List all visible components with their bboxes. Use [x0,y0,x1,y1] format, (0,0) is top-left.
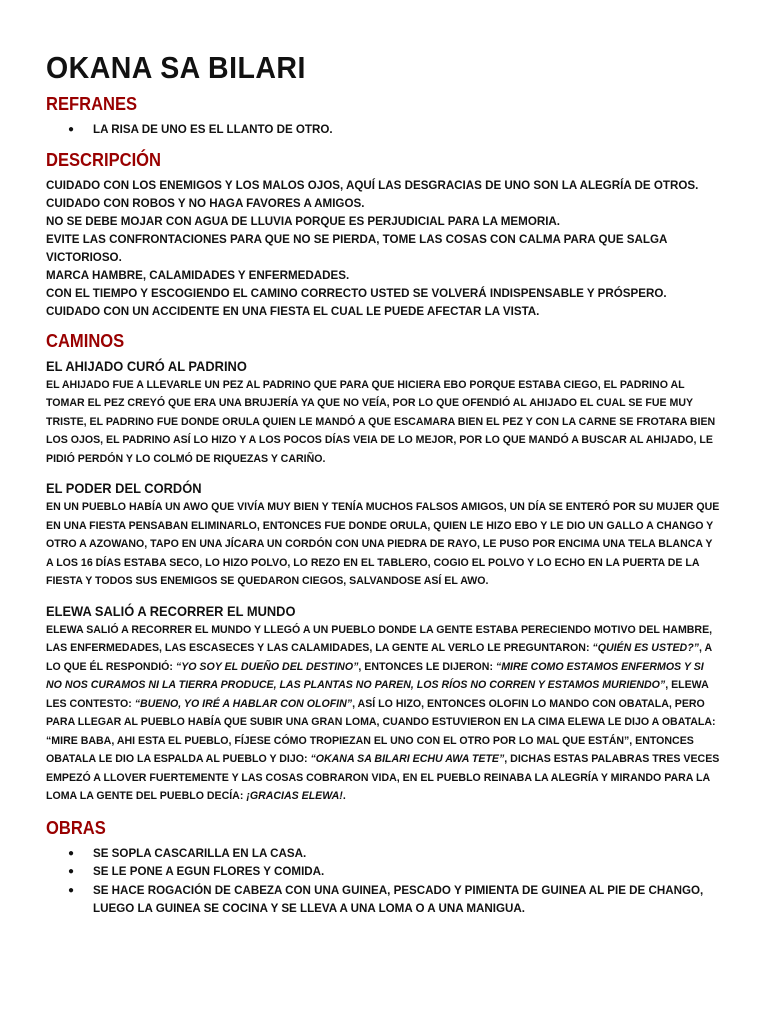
camino-title: EL PODER DEL CORDÓN [46,480,202,496]
camino-text: EN UN PUEBLO HABÍA UN AWO QUE VIVÍA MUY BIEN Y TENÍA MUCHOS FALSOS AMIGOS, UN DÍA SE ENTERÓ POR SU MUJER QUE EN UNA FIESTA PENSABAN ELIMINARLO, ENTONCES FUE DONDE ORULA, QUIEN LE HIZO EBO Y LE DIO UN GALLO A CHANGO Y OTRO A AZOWANO, TAPO EN UNA JÍCARA UN CORDÓN CON UNA PIEDRA DE RAYO, LE PUSO POR ENCIMA UNA TELA BLANCA Y A LOS 16 DÍAS ESTABA SECO, LO HIZO POLVO, LO REZO EN EL TABLERO, COGIO EL POLVO Y LO ECHO EN LA PUERTA DE LA FIESTA Y TODOS SUS ENEMIGOS SE QUEDARON CIEGOS, SALVANDOSE ASÍ EL AWO. [46,501,720,587]
quote-run: ¡GRACIAS ELEWA! [246,790,343,802]
text-run: , A LO QUE ÉL RESPONDIÓ: [46,642,712,673]
descripcion-line: CUIDADO CON ROBOS Y NO HAGA FAVORES A AMIGOS. [46,196,365,210]
quote-run: “YO SOY EL DUEÑO DEL DESTINO” [175,660,359,673]
text-run: , ELEWA LES CONTESTO: [46,679,709,710]
camino-ahijado [46,358,722,469]
camino-title: ELEWA SALIÓ A RECORRER EL MUNDO [46,602,296,619]
section-heading-obras: OBRAS [46,817,106,838]
list-item-text: SE HACE ROGACIÓN DE CABEZA CON UNA GUINEA, PESCADO Y PIMIENTA DE GUINEA AL PIE DE CHANGO, LUEGO LA GUINEA SE COCINA Y SE LLEVA A UNA LOMA O A UNA MANIGUA. [93,883,704,915]
refranes-list [46,121,722,140]
section-obras [46,818,722,919]
text-run: ELEWA SALIÓ A RECORRER EL MUNDO Y LLEGÓ A UN PUEBLO DONDE LA GENTE ESTABA PERECIENDO MOTIVO DEL HAMBRE, LAS ENFERMEDADES, LAS ESCASECES Y LAS CALAMIDADES, LA GENTE AL VERLO LE PREGUNTARON: [46,623,713,654]
descripcion-body [46,177,722,321]
bullet-icon: ● [68,884,75,896]
section-refranes [46,94,722,140]
bullet-icon: ● [68,847,75,859]
list-item-text: LA RISA DE UNO ES EL LLANTO DE OTRO. [93,123,333,136]
camino-title: EL AHIJADO CURÓ AL PADRINO [46,357,247,374]
text-run: , DICHAS ESTAS PALABRAS TRES VECES EMPEZÓ A LLOVER FUERTEMENTE Y LAS COSAS COBRARON VIDA, EN EL PUEBLO REINABA LA ALEGRÍA Y MIRANDO PARA LA LOMA LA GENTE DEL PUEBLO DECÍA: [46,753,720,802]
section-heading-refranes: REFRANES [46,94,138,114]
camino-elewa [46,603,722,806]
quote-run: “MIRE COMO ESTAMOS ENFERMOS Y SI NO NOS CURAMOS NI LA TIERRA PRODUCE, LAS PLANTAS NO PAREN, LOS RÍOS NO CORREN Y ESTAMOS MURIENDO” [46,660,704,691]
list-item [46,882,722,919]
text-run: , ENTONCES LE DIJERON: [358,660,496,673]
list-item [46,845,722,864]
descripcion-line: CUIDADO CON LOS ENEMIGOS Y LOS MALOS OJOS, AQUÍ LAS DESGRACIAS DE UNO SON LA ALEGRÍA DE OTROS. [46,178,699,192]
section-heading-caminos: CAMINOS [46,330,125,351]
section-descripcion [46,150,722,321]
list-item-text: SE SOPLA CASCARILLA EN LA CASA. [93,846,307,860]
bullet-icon: ● [68,124,75,135]
quote-run: “QUIÉN ES USTED?” [592,642,699,654]
descripcion-line: MARCA HAMBRE, CALAMIDADES Y ENFERMEDADES. [46,268,350,282]
descripcion-line: CON EL TIEMPO Y ESCOGIENDO EL CAMINO CORRECTO USTED SE VOLVERÁ INDISPENSABLE Y PRÓSPERO. [46,286,667,300]
text-run: , ASÍ LO HIZO, ENTONCES OLOFIN LO MANDO CON OBATALA, PERO PARA LLEGAR AL PUEBLO HABÍA QUE SUBIR UNA GRAN LOMA, CUANDO ESTUVIERON EN LA CIMA ELEWA LE DIJO A OBATALA: “MIRE BABA, AHI ESTA EL PUEBLO, FÍJESE CÓMO TROPIEZAN EL UNO CON EL OTRO POR LO MAL QUE ESTÁN”, ENTONCES OBATALA LE DIO LA ESPALDA AL PUEBLO Y DIJO: [46,697,716,765]
quote-run: “OKANA SA BILARI ECHU AWA TETE” [310,753,505,765]
obras-list [46,845,722,919]
camino-cordon [46,480,722,591]
bullet-icon: ● [68,866,75,877]
list-item-text: SE LE PONE A EGUN FLORES Y COMIDA. [93,865,325,878]
page-title: OKANA SA BILARI [46,50,306,85]
section-caminos [46,331,722,806]
list-item [46,863,722,882]
text-run: . [342,790,346,802]
list-item [46,121,722,140]
camino-text: EL AHIJADO FUE A LLEVARLE UN PEZ AL PADRINO QUE PARA QUE HICIERA EBO PORQUE ESTABA CIEGO, EL PADRINO AL TOMAR EL PEZ CREYÓ QUE ERA UNA BRUJERÍA YA QUE NO VEÍA, POR LO QUE OFENDIÓ AL AHIJADO EL CUAL SE FUE MUY TRISTE, EL PADRINO FUE DONDE ORULA QUIEN LE MANDÓ A QUE ESCAMARA BIEN EL PEZ Y CON LA CARNE SE FROTARA BIEN LOS OJOS, EL PADRINO ASÍ LO HIZO Y A LOS POCOS DÍAS VEIA DE LO MEJOR, POR LO QUE MANDÓ A BUSCAR AL AHIJADO, LE PIDIÓ PERDÓN Y LO COLMÓ DE RIQUEZAS Y CARIÑO. [46,378,716,465]
camino-text [46,621,722,806]
section-heading-descripcion: DESCRIPCIÓN [46,149,162,170]
quote-run: “BUENO, YO IRÉ A HABLAR CON OLOFIN” [134,697,353,710]
descripcion-line: CUIDADO CON UN ACCIDENTE EN UNA FIESTA EL CUAL LE PUEDE AFECTAR LA VISTA. [46,304,540,318]
descripcion-line: EVITE LAS CONFRONTACIONES PARA QUE NO SE PIERDA, TOME LAS COSAS CON CALMA PARA QUE SALGA VICTORIOSO. [46,232,667,264]
descripcion-line: NO SE DEBE MOJAR CON AGUA DE LLUVIA PORQUE ES PERJUDICIAL PARA LA MEMORIA. [46,214,561,228]
